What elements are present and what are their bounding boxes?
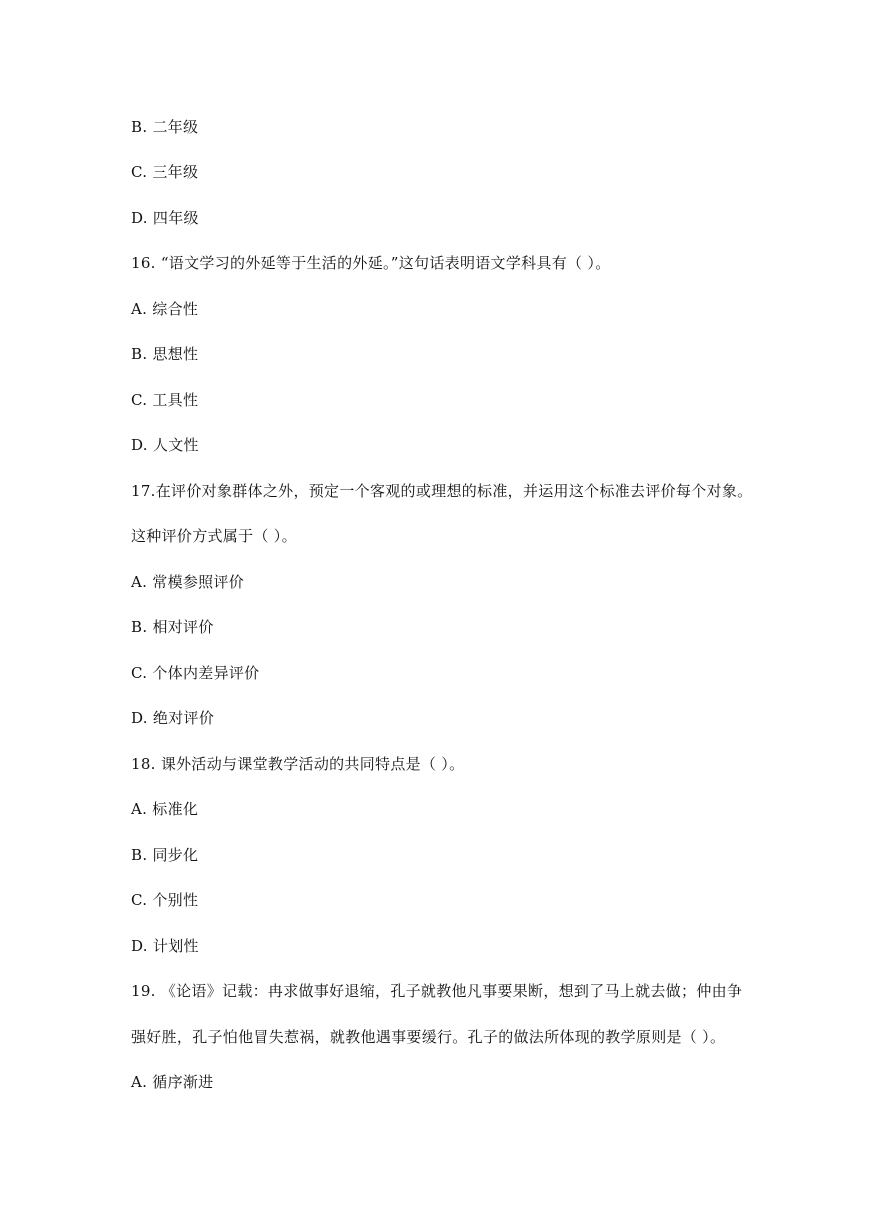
option-19-a: A. 循序渐进	[131, 1073, 214, 1091]
option-17-d: D. 绝对评价	[131, 709, 215, 727]
option-17-c: C. 个体内差异评价	[131, 664, 260, 682]
option-17-b: B. 相对评价	[131, 618, 214, 636]
option-15-b: B. 二年级	[131, 118, 199, 136]
question-19-stem-line-2: 强好胜，孔子怕他冒失惹祸，就教他遇事要缓行。孔子的做法所体现的教学原则是（ ）。	[131, 1028, 726, 1046]
option-18-c: C. 个别性	[131, 891, 199, 909]
option-16-d: D. 人文性	[131, 436, 199, 454]
option-15-d: D. 四年级	[131, 209, 199, 227]
question-19-stem-line-1: 19. 《论语》记载：冉求做事好退缩，孔子就教他凡事要果断，想到了马上就去做；仲由争	[131, 982, 743, 1000]
option-16-c: C. 工具性	[131, 391, 199, 409]
option-18-b: B. 同步化	[131, 846, 199, 864]
option-16-a: A. 综合性	[131, 300, 199, 318]
option-18-d: D. 计划性	[131, 937, 199, 955]
option-17-a: A. 常模参照评价	[131, 573, 245, 591]
question-18-stem: 18. 课外活动与课堂教学活动的共同特点是（ ）。	[131, 755, 465, 773]
option-16-b: B. 思想性	[131, 345, 199, 363]
question-16-stem: 16. “语文学习的外延等于生活的外延。”这句话表明语文学科具有（ ）。	[131, 254, 611, 272]
option-15-c: C. 三年级	[131, 163, 199, 181]
option-18-a: A. 标准化	[131, 800, 199, 818]
question-17-stem-line-2: 这种评价方式属于（ ）。	[131, 527, 297, 545]
question-17-stem-line-1: 17.在评价对象群体之外，预定一个客观的或理想的标准，并运用这个标准去评价每个对象。	[131, 482, 753, 500]
